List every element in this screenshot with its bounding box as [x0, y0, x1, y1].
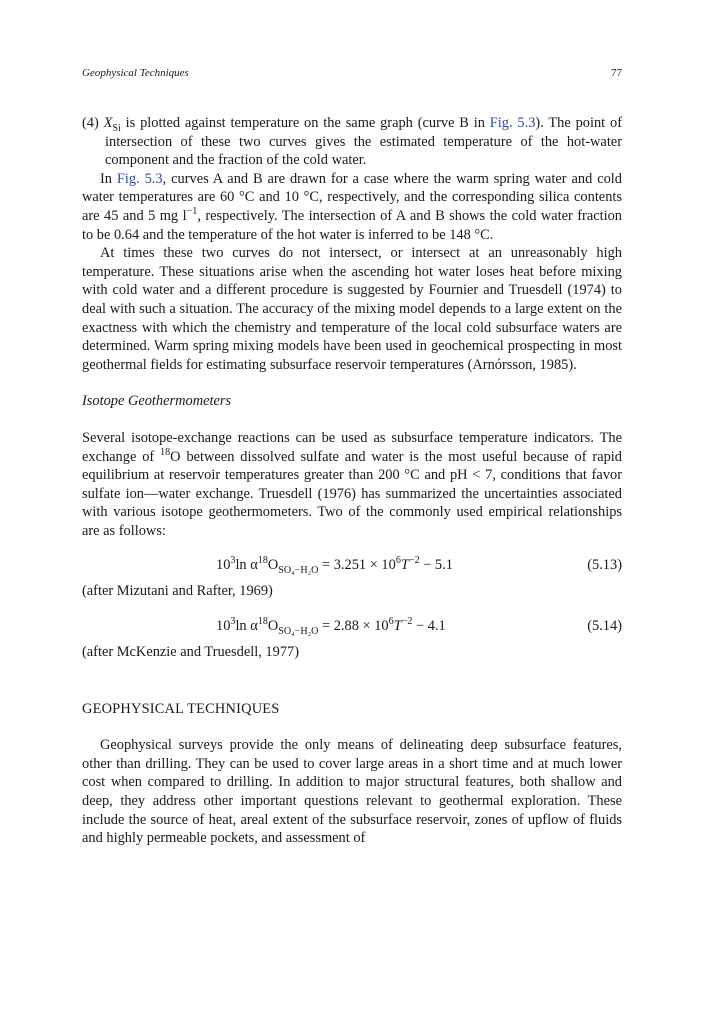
- item-text: is plotted against temperature on the same graph (curve B in: [120, 115, 490, 131]
- paragraph: [82, 170, 622, 244]
- paragraph-text: O between dissolved sulfate and water is the most useful because of rapid equilibrium at reservoir temperatures greater than 200 °C and pH < 7, conditions that favor sulfate ion—water exchange. Truesdell (1976) has summarized the uncertainties associated with various isotope geothermometers. Two of the commonly used empirical relationships are as follows:: [82, 448, 622, 539]
- citation: (after McKenzie and Truesdell, 1977): [82, 644, 299, 661]
- variable-x: X: [103, 115, 113, 131]
- equation-5-14: [82, 617, 622, 637]
- running-header: [82, 67, 622, 79]
- page-number: 77: [611, 67, 622, 79]
- paragraph-text: , respectively. The intersection of A and B shows the cold water fraction to be 0.64 and the temperature of the hot water is inferred to be 148 °C.: [82, 207, 622, 243]
- paragraph-text: In: [100, 170, 117, 187]
- list-item-4: [82, 114, 622, 170]
- equation-body: $10^3\ln$ $\alpha^{18}O_{SO_4-H_2O} = 2.88 \times 10^6T^{-2} - 4.1$: [216, 616, 446, 637]
- citation: (after Mizutani and Rafter, 1969): [82, 583, 273, 600]
- item-number: (4): [82, 115, 99, 131]
- paragraph-text: , curves A and B are drawn for a case where the warm spring water and cold water temperatures are 60 °C and 10 °C, respectively, and the corresponding silica contents are 45 and 5 mg l: [82, 170, 622, 224]
- page-body: [82, 114, 622, 848]
- item-text: ). The point of intersection of these two curves gives the estimated temperature of the hot-water component and the fraction of the cold water.: [105, 115, 622, 169]
- equation-body: $10^3\ln$ $\alpha^{18}O_{SO_4-H_2O} = 3.251 \times 10^6T^{-2} - 5.1$: [216, 555, 453, 577]
- subscript-si: Si: [112, 122, 121, 134]
- figure-link[interactable]: Fig. 5.3: [116, 170, 163, 187]
- figure-link[interactable]: Fig. 5.3: [489, 115, 536, 131]
- equation-number: (5.14): [587, 618, 622, 635]
- superscript: −1: [186, 206, 198, 218]
- paragraph: At times these two curves do not intersect, or intersect at an unreasonably high temperature. These situations arise when the ascending hot water loses heat before mixing with cold water and a different procedure is suggested by Fournier and Truesdell (1974) to deal with such a situation. The accuracy of the mixing model depends to a large extent on the exactness with which the chemistry and temperature of the local cold subsurface waters are determined. Warm spring mixing models have been used in geochemical prospecting in most geothermal fields for estimating subsurface reservoir temperatures (Arnórsson, 1985).: [82, 245, 622, 373]
- equation-number: (5.13): [587, 557, 622, 574]
- running-title: Geophysical Techniques: [82, 67, 189, 79]
- equation-5-13: [82, 556, 622, 576]
- paragraph: [82, 429, 622, 541]
- section-heading: GEOPHYSICAL TECHNIQUES: [82, 700, 280, 717]
- paragraph-text: Several isotope-exchange reactions can be used as subsurface temperature indicators. The exchange of: [82, 429, 622, 465]
- subsection-heading: Isotope Geothermometers: [82, 393, 232, 410]
- superscript: 18: [160, 446, 171, 458]
- paragraph: Geophysical surveys provide the only means of delineating deep subsurface features, other than drilling. They can be used to cover large areas in a short time and at much lower cost when compared to drilling. In addition to major structural features, both shallow and deep, they address other important questions relevant to geothermal exploration. These include the source of heat, areal extent of the subsurface reservoir, zones of upflow of fluids and highly permeable pockets, and assessment of: [82, 737, 622, 847]
